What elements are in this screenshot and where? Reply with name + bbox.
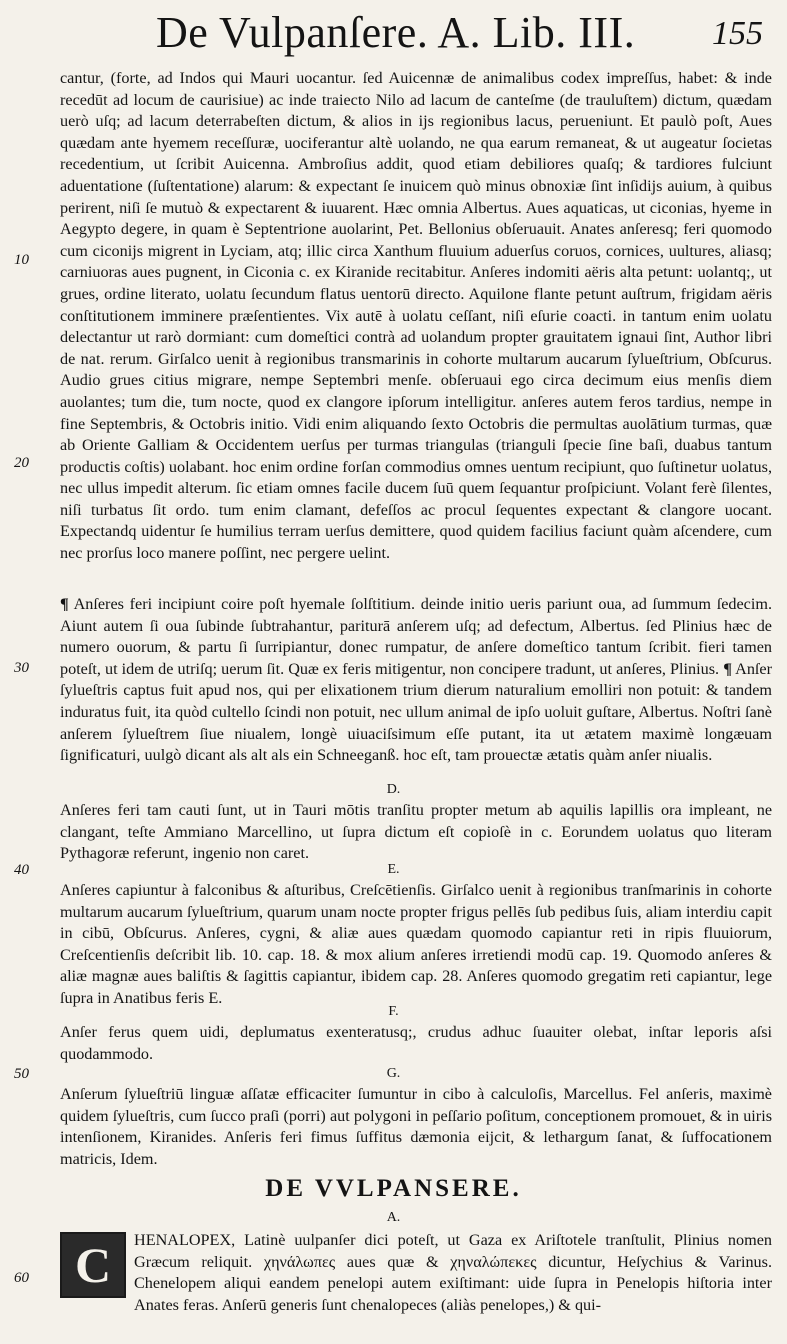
paragraph: Anſeres feri tam cauti ſunt, ut in Tauri mōtis tranſitu propter metum ab aquilis lapillis ora impleant, ne clangant, teſte Ammiano Marcellino, ut ſupra dictum eſt copioſè in c. Eorundem uolatus quo literam Pythagoræ referunt, ingenio non caret. [60,801,772,863]
paragraph [60,594,772,767]
section-g [60,1084,772,1170]
section-label-g: G. [386,1066,401,1081]
decorated-initial: C [60,1232,126,1298]
section-label-e: E. [387,862,400,877]
running-title: De Vulpanſere. A. Lib. III. [156,8,636,57]
line-number: 50 [14,1066,29,1082]
line-number: 10 [14,252,29,268]
line-number: 60 [14,1270,29,1286]
paragraph: Anſerum ſylueſtriū linguæ aſſatæ efficaciter ſumuntur in cibo à calculoſis, Marcellus. Fel anſeris, maximè quidem ſylueſtris, cum ſucco praſi (porri) aut polygoni in peſſario poſitum, conceptionem promouet, & in uiris intenſionem, Kiranides. Anſeris feri fimus ſuffitus dæmonia eijcit, & lethargum ſanat, & ſuffocationem matricis, Idem. [60,1085,772,1168]
page-header [140,4,777,66]
section-c-part-two [60,594,772,767]
paragraph: cantur, (forte, ad Indos qui Mauri uocantur. ſed Auicennæ de animalibus codex impreſſus, habet: & inde recedūt ad locum de caurisiue) ac inde traiecto Nilo ad lacum de canteſme (de trauluſtem) dictum, quædam uerò uſq; ad lacum deterrabeſten dictum, & alios in ijs regionibus lacus, perueniunt. Et paulò poſt, Aues quædam ante hyemem receſſuræ, uociferantur altè uolando, ne qua earum remaneat, & ut augeatur ſocietas recedentium, ut ſcribit Auicenna. Ambroſius addit, quod etiam debiliores quaſq; & tardiores fulciunt aduentatione (ſuſtentatione) alarum: & expectant ſe inuicem quò minus obnoxiæ ſint inſidijs auium, à quibus perirent, niſi ſe mutuò & expectarent & iuuarent. Hæc omnia Albertus. Aues aquaticas, ut ciconias, hyeme in Aegypto degere, in quam è Septentrione auolarint, Pet. Bellonius obſeruauit. Anates anſeresq; feri quomodo cum ciconijs migrent in Lyciam, atq; illic circa Xanthum fluuium aduerſus coruos, cornices, uultures, aliasq; carniuoras aues pugnent, in Ciconia c. ex Kiranide recitabitur. Anſeres indomiti aëris alta petunt: uolantq;, ut grues, ordine literato, uolatu ſecundum flatus uentorū directo. Aquilone flante petunt auſtrum, frigidam aëris conſtitutionem imminere præſentientes. Vix autē à uolatu ceſſant, niſi eſurie coacti. in tantum enim uolatu delectantur ut rarò dormiant: cum domeſtici contrà ad uolandum propter grauitatem ignaui ſint, Author libri de nat. rerum. Girſalco uenit à regionibus transmarinis in cohorte multarum aucarum ſylueſtrium, Obſcurus. Audio grues citius migrare, nempe Septembri menſe. obſeruaui ego circa decimum eius menſis diem auolantes; tum die, tum nocte, quod ex clangore ipſorum intelligitur. anſeres autem feros tardius, nempe in fine Septembris, & Octobris initio. Vidi enim aliquando ſexto Octobris die permultas auolātium turmas, quæ ab Oriente Galliam & Occidentem uerſus per turmas triangulas (trianguli ſpecie ſine baſi, duabus tantum productis coſtis) uolabant. hoc enim ordine forſan commodius omnes uentum recipiunt, quo ſuſtinetur uolatus, nec ullus impedit alterum. ſic etiam omnes facile ducem ſuū quem ſequantur proſpiciunt. Volant ferè ſilentes, niſi turbatus ſit ordo. tum enim clamant, defeſſos ac procul ſequentes expectant & clangore uocant. Expectandq uidentur ſe humilius terram uerſus demittere, quod quidem facilius faciunt quàm aſcendere, cum nec prorſus loco manere poſſint, nec pergere uelint. [60,69,772,563]
line-number: 30 [14,660,29,676]
paragraph-mark: ¶ [723,659,732,678]
paragraph-text: Anſeres feri incipiunt coire poſt hyemale ſolſtitium. deinde initio ueris pariunt oua, ad ſummum ſedecim. Aiunt autem ſi oua ſubinde ſubtrahantur, pariturā anſerem uſq; ad defectum, Albertus. ſed Plinius hæc de numero ouorum, & partu ſi ſurripiantur, donec rumpatur, de anſere domeſtico tantum ſcribit. fieri tamen poteſt, ut idem de utriſq; uerum ſit. Quæ ex feris mitigentur, non concipere tradunt, ut anſeres, Plinius. [60,595,772,678]
paragraph-mark: ¶ [60,595,69,613]
section-label-a: A. [386,1210,401,1225]
page-number: 155 [712,15,763,52]
section-f [60,1022,772,1065]
paragraph: HENALOPEX, Latinè uulpanſer dici poteſt, ut Gaza ex Ariſtotele tranſtulit, Plinius nomen Græcum reliquit. χηνάλωπες aues quæ & χηναλώπεκες dicuntur, Heſychius & Varinus. Chenelopem aliqui eandem penelopi autem exiſtimant: uide ſupra in Penelopis hiſtoria inter Anates feras. Anſerū generis ſunt chenalopeces (aliàs penelopes,) & qui- [134,1231,772,1314]
section-a [60,1230,772,1316]
line-number: 40 [14,862,29,878]
section-label-d: D. [386,782,401,797]
paragraph: Anſeres capiuntur à falconibus & aſturibus, Creſcētienſis. Girſalco uenit à regionibus tranſmarinis in cohorte multarum aucarum ſylueſtrium, quarum unam nocte propter frigus pellēs ſub pedibus ſuis, aliam interdiu capit in cibū, Obſcurus. Anſeres, cygni, & aliæ aues quædam quomodo capiantur reti in ripis fluuiorum, Creſcentienſis deſcribit lib. 10. cap. 18. & mox alium anſeres irretiendi modū cap. 19. Quomodo anſeres & aliæ magnæ aues baliſtis & ſagittis capiantur, ibidem cap. 28. Anſeres quomodo gregatim reti capiantur, lege ſupra in Anatibus feris E. [60,881,772,1007]
paragraph: Anſer ferus quem uidi, deplumatus exenteratusq;, crudus adhuc ſuauiter olebat, inſtar leporis aſsi quodammodo. [60,1023,772,1063]
chapter-heading: DE VVLPANSERE. [265,1175,522,1202]
section-label-f: F. [388,1004,399,1019]
paragraph-text: Anſer ſylueſtris captus fuit apud nos, qui per elixationem trium dierum naturalium emolliri non potuit: & tandem induratus fuit, ita quòd cultello ſcindi non potuit, nec ullum animal de ipſo uoluit guſtare, Albertus. Noſtri ſanè anſerem ſylueſtrem ſiue niualem, longè uiuaciſsimum eſſe putant, ita ut ætatem maximè longæuam ſignificaturi, uulgò dicant als alt als ein Schneeganß. hoc eſt, tam prouectæ ætatis quàm anſer niualis. [60,659,772,765]
section-e [60,880,772,1010]
section-d [60,800,772,865]
section-c-continued [60,68,772,565]
line-number: 20 [14,455,29,471]
